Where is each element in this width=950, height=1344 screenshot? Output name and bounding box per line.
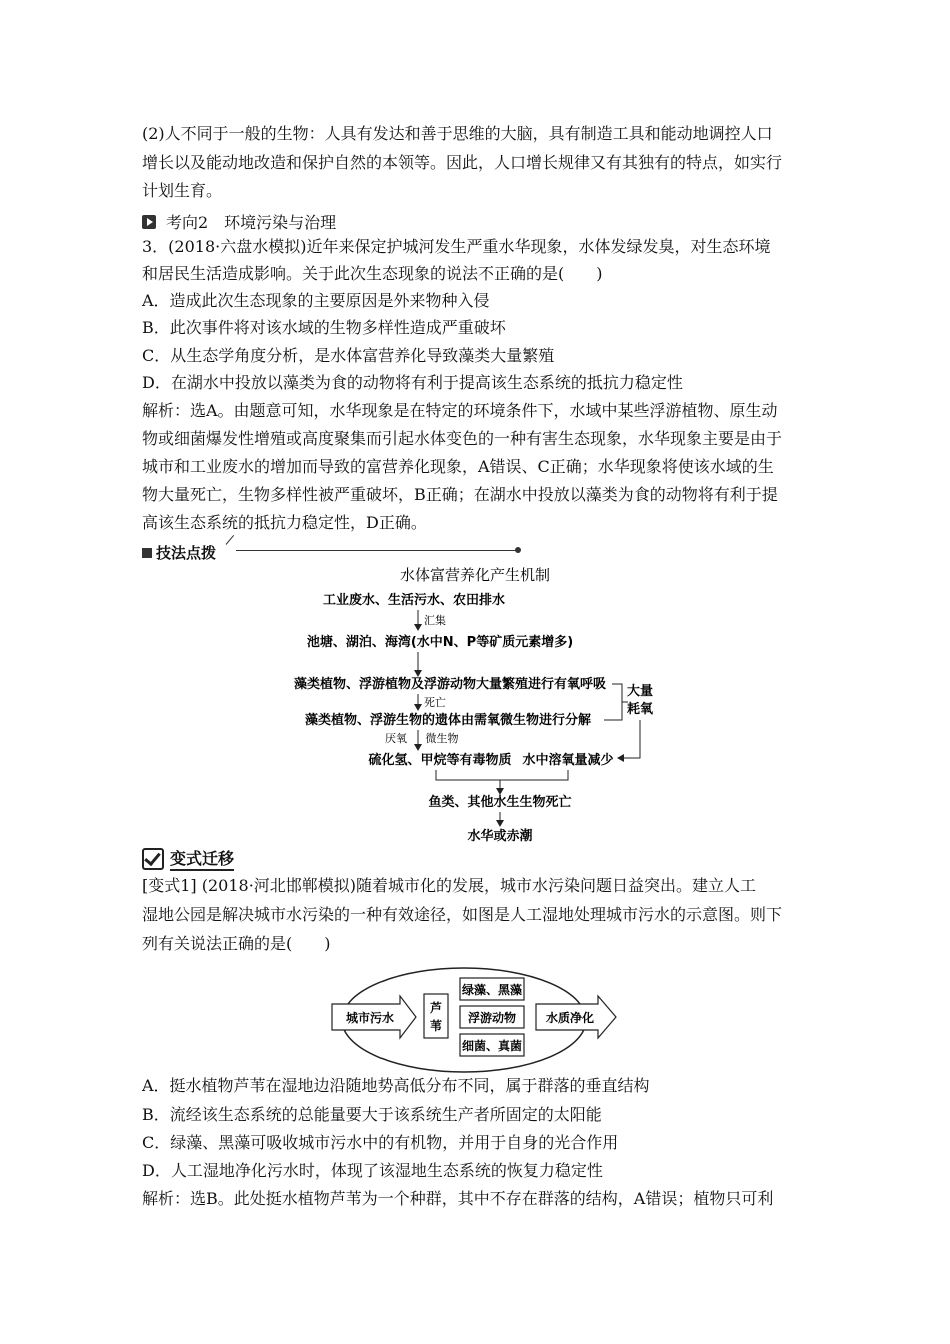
question-3-option-d: D．在湖水中投放以藻类为食的动物将有利于提高该生态系统的抵抗力稳定性 xyxy=(142,373,683,392)
outflow-label: 水质净化 xyxy=(545,1011,595,1025)
flow-node-decompose: 藻类植物、浮游生物的遗体由需氧微生物进行分解 xyxy=(304,713,592,728)
flow-side-label-2: 耗氧 xyxy=(626,702,654,717)
square-icon xyxy=(142,548,152,558)
flow-side-label-1: 大量 xyxy=(626,684,654,699)
variant-option-c: C．绿藻、黑藻可吸收城市污水中的有机物，并用于自身的光合作用 xyxy=(142,1133,619,1152)
reed-label-2: 苇 xyxy=(429,1019,443,1033)
variant-header xyxy=(142,846,234,871)
intro-line-3: 计划生育。 xyxy=(142,181,223,200)
eutrophication-flowchart xyxy=(0,560,950,850)
section-label: 考向2 环境污染与治理 xyxy=(166,213,337,232)
question-3-line-2: 和居民生活造成影响。关于此次生态现象的说法不正确的是( ) xyxy=(142,264,603,283)
flow-node-toxins: 硫化氢、甲烷等有毒物质 xyxy=(368,753,512,768)
flow-node-redtide: 水华或赤潮 xyxy=(467,829,533,844)
question-3-analysis-4: 物大量死亡，生物多样性被严重破坏，B正确；在湖水中投放以藻类为食的动物将有利于提 xyxy=(142,485,778,504)
microbes-label: 细菌、真菌 xyxy=(461,1039,523,1053)
flow-bracket xyxy=(604,684,622,720)
intro-line-2: 增长以及能动地改造和保护自然的本领等。因此，人口增长规律又有其独有的特点，如实行 xyxy=(142,153,783,172)
tips-rule xyxy=(236,550,518,551)
tips-label: 技法点拨 xyxy=(156,544,217,562)
wetland-diagram xyxy=(330,964,630,1076)
question-3-analysis-2: 物或细菌爆发性增殖或高度聚集而引起水体变色的一种有害生态现象，水华现象主要是由于 xyxy=(142,429,783,448)
question-3-line-1: 3．(2018·六盘水模拟)近年来保定护城河发生严重水华现象，水体发绿发臭，对生态环境 xyxy=(142,237,771,256)
inflow-label: 城市污水 xyxy=(345,1011,395,1025)
question-3-option-b: B．此次事件将对该水域的生物多样性造成严重破坏 xyxy=(142,318,506,337)
flow-edge-microbe: 微生物 xyxy=(425,732,459,745)
algae-label: 绿藻、黑藻 xyxy=(461,983,523,997)
variant-line-3: 列有关说法正确的是( ) xyxy=(142,934,331,953)
flow-node-sources: 工业废水、生活污水、农田排水 xyxy=(322,593,506,608)
flowchart-title: 水体富营养化产生机制 xyxy=(399,566,551,584)
flow-node-bloom: 藻类植物、浮游植物及浮游动物大量繁殖进行有氧呼吸 xyxy=(293,677,607,692)
variant-option-b: B．流经该生态系统的总能量要大于该系统生产者所固定的太阳能 xyxy=(142,1105,602,1124)
question-3-analysis-3: 城市和工业废水的增加而导致的富营养化现象，A错误、C正确；水华现象将使该水域的生 xyxy=(142,457,774,476)
question-3-option-a: A．造成此次生态现象的主要原因是外来物种入侵 xyxy=(142,291,490,310)
reed-label-1: 芦 xyxy=(429,1001,443,1015)
flow-node-oxygen: 水中溶氧量减少 xyxy=(522,753,614,768)
flow-edge-anaerobic: 厌氧 xyxy=(385,732,407,745)
flow-edge-death: 死亡 xyxy=(424,696,446,709)
variant-label: 变式迁移 xyxy=(170,846,234,871)
flow-merge xyxy=(436,770,568,780)
variant-option-a: A．挺水植物芦苇在湿地边沿随地势高低分布不同，属于群落的垂直结构 xyxy=(142,1076,650,1095)
tips-slash xyxy=(226,535,234,545)
flow-node-waters: 池塘、湖泊、海湾(水中N、P等矿质元素增多) xyxy=(306,635,574,650)
variant-line-1: [变式1] (2018·河北邯郸模拟)随着城市化的发展，城市水污染问题日益突出。建立人工 xyxy=(142,876,757,895)
flow-edge-converge: 汇集 xyxy=(424,614,446,627)
intro-line-1: (2)人不同于一般的生物：人具有发达和善于思维的大脑，具有制造工具和能动地调控人口 xyxy=(142,124,773,143)
variant-line-2: 湿地公园是解决城市水污染的一种有效途径，如图是人工湿地处理城市污水的示意图。则下 xyxy=(142,905,783,924)
question-3-analysis-1: 解析：选A。由题意可知，水华现象是在特定的环境条件下，水域中某些浮游植物、原生动 xyxy=(142,401,778,420)
variant-option-d: D．人工湿地净化污水时，体现了该湿地生态系统的恢复力稳定性 xyxy=(142,1161,603,1180)
zooplankton-label: 浮游动物 xyxy=(467,1011,517,1025)
flow-node-death: 鱼类、其他水生生物死亡 xyxy=(428,795,572,810)
play-icon xyxy=(142,215,156,229)
section-heading xyxy=(142,210,336,233)
variant-analysis-1: 解析：选B。此处挺水植物芦苇为一个种群，其中不存在群落的结构，A错误；植物只可利 xyxy=(142,1189,774,1208)
question-3-option-c: C．从生态学角度分析，是水体富营养化导致藻类大量繁殖 xyxy=(142,346,555,365)
flow-arrow-oxygen xyxy=(618,720,640,758)
tips-rule-dot xyxy=(515,547,521,553)
question-3-analysis-5: 高该生态系统的抵抗力稳定性，D正确。 xyxy=(142,513,427,532)
check-icon xyxy=(142,848,164,870)
